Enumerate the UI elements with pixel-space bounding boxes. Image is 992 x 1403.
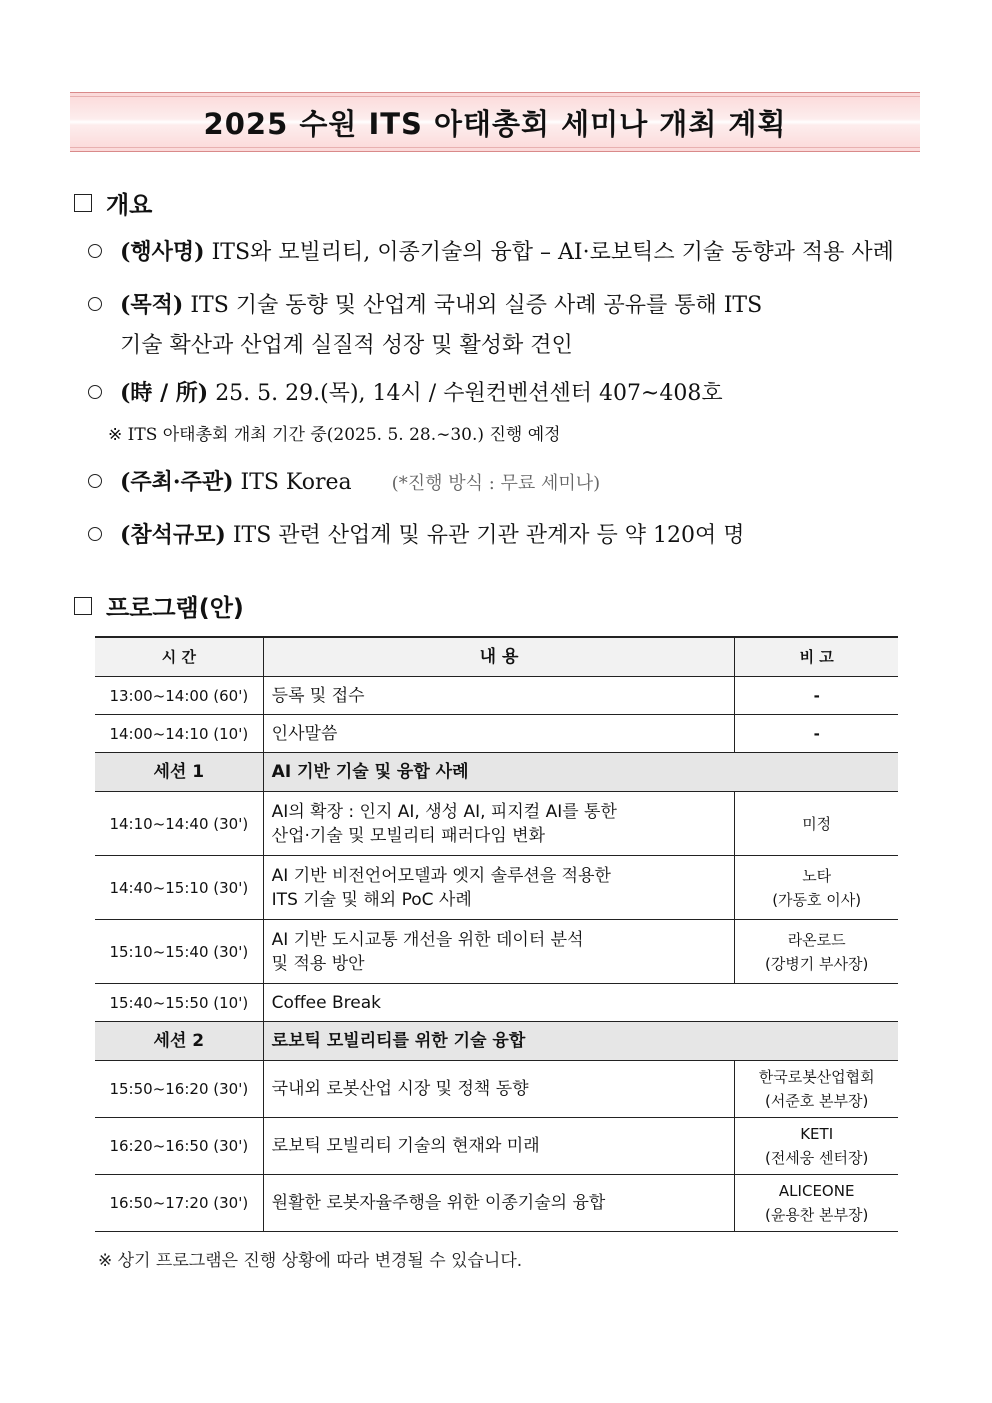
row-desc: 국내외 로봇산업 시장 및 정책 동향 bbox=[263, 1061, 735, 1118]
page-title: 2025 수원 ITS 아태총회 세미나 개최 계획 bbox=[203, 106, 787, 141]
session-row bbox=[95, 753, 898, 792]
overview-attendance bbox=[88, 515, 744, 556]
row-note bbox=[735, 920, 898, 984]
attend-label: (참석규모) bbox=[120, 522, 226, 548]
event-label: (행사명) bbox=[120, 239, 205, 265]
row-time: 14:40~15:10 (30') bbox=[95, 856, 263, 920]
speaker-org: 노타 bbox=[802, 866, 832, 885]
speaker-org: ALICEONE bbox=[778, 1182, 855, 1200]
host-note: (*진행 방식 : 무료 세미나) bbox=[391, 473, 601, 494]
section-overview-heading bbox=[74, 185, 152, 220]
host-label: (주최·주관) bbox=[120, 469, 234, 495]
section-program-heading bbox=[74, 588, 244, 623]
when-note: ※ ITS 아태총회 개최 기간 중(2025. 5. 28.∼30.) 진행 예정 bbox=[108, 425, 561, 445]
header-content: 내 용 bbox=[263, 637, 735, 677]
speaker-name: (강병기 부사장) bbox=[764, 954, 869, 973]
purpose-text-line1: ITS 기술 동향 및 산업계 국내외 실증 사례 공유를 통해 ITS bbox=[190, 293, 763, 318]
row-time: 16:20~16:50 (30') bbox=[95, 1118, 263, 1175]
speaker-org: 한국로봇산업협회 bbox=[758, 1068, 875, 1086]
row-time: 13:00~14:00 (60') bbox=[95, 677, 263, 715]
circle-bullet-icon bbox=[88, 385, 102, 399]
row-desc: 인사말씀 bbox=[263, 715, 735, 753]
table-row bbox=[95, 1118, 898, 1175]
row-time: 15:50~16:20 (30') bbox=[95, 1061, 263, 1118]
row-desc: Coffee Break bbox=[263, 984, 898, 1022]
row-desc: 로보틱 모빌리티 기술의 현재와 미래 bbox=[263, 1118, 735, 1175]
table-row bbox=[95, 920, 898, 984]
row-time: 14:00~14:10 (10') bbox=[95, 715, 263, 753]
row-desc bbox=[263, 856, 735, 920]
speaker-name: (전세웅 센터장) bbox=[764, 1149, 869, 1167]
row-desc-line1: AI 기반 도시교통 개선을 위한 데이터 분석 bbox=[271, 929, 584, 950]
row-note: - bbox=[735, 715, 898, 753]
row-note bbox=[735, 1118, 898, 1175]
table-row bbox=[95, 1175, 898, 1232]
table-row bbox=[95, 856, 898, 920]
row-note bbox=[735, 1061, 898, 1118]
circle-bullet-icon bbox=[88, 297, 102, 311]
when-label: (時 / 所) bbox=[120, 380, 209, 406]
row-time: 15:40~15:50 (10') bbox=[95, 984, 263, 1022]
overview-event bbox=[88, 232, 894, 273]
row-time: 16:50~17:20 (30') bbox=[95, 1175, 263, 1232]
circle-bullet-icon bbox=[88, 474, 102, 488]
table-row bbox=[95, 1061, 898, 1118]
row-desc-line2: 및 적용 방안 bbox=[271, 953, 365, 974]
table-row bbox=[95, 984, 898, 1022]
session-label: 세션 2 bbox=[95, 1022, 263, 1061]
speaker-name: (가동호 이사) bbox=[772, 890, 862, 909]
overview-when bbox=[88, 373, 723, 414]
row-time: 14:10~14:40 (30') bbox=[95, 792, 263, 856]
row-note: 미정 bbox=[735, 792, 898, 856]
row-note: - bbox=[735, 677, 898, 715]
table-row bbox=[95, 715, 898, 753]
session-label: 세션 1 bbox=[95, 753, 263, 792]
row-time: 15:10~15:40 (30') bbox=[95, 920, 263, 984]
section-program-label: 프로그램(안) bbox=[106, 594, 244, 622]
row-desc bbox=[263, 920, 735, 984]
row-desc-line2: ITS 기술 및 해외 PoC 사례 bbox=[271, 889, 472, 910]
row-desc: 등록 및 접수 bbox=[263, 677, 735, 715]
session-row bbox=[95, 1022, 898, 1061]
checkbox-square-icon bbox=[74, 194, 92, 212]
header-time: 시 간 bbox=[95, 637, 263, 677]
host-text: ITS Korea bbox=[240, 470, 352, 495]
row-desc bbox=[263, 792, 735, 856]
row-note bbox=[735, 1175, 898, 1232]
row-desc: 원활한 로봇자율주행을 위한 이종기술의 융합 bbox=[263, 1175, 735, 1232]
event-text: ITS와 모빌리티, 이종기술의 융합 – AI·로보틱스 기술 동향과 적용 사례 bbox=[211, 240, 894, 265]
overview-host bbox=[88, 462, 600, 504]
row-desc-line2: 산업·기술 및 모빌리티 패러다임 변화 bbox=[271, 825, 546, 846]
when-text: 25. 5. 29.(목), 14시 / 수원컨벤션센터 407~408호 bbox=[215, 381, 723, 406]
table-row bbox=[95, 677, 898, 715]
program-footnote: ※ 상기 프로그램은 진행 상황에 따라 변경될 수 있습니다. bbox=[98, 1251, 523, 1271]
session-title: 로보틱 모빌리티를 위한 기술 융합 bbox=[263, 1022, 898, 1061]
row-note bbox=[735, 856, 898, 920]
table-header-row bbox=[95, 637, 898, 677]
row-desc-line1: AI의 확장 : 인지 AI, 생성 AI, 피지컬 AI를 통한 bbox=[271, 801, 617, 822]
title-banner bbox=[70, 92, 920, 152]
circle-bullet-icon bbox=[88, 244, 102, 258]
row-desc-line1: AI 기반 비전언어모델과 엣지 솔루션을 적용한 bbox=[271, 865, 611, 886]
section-overview-label: 개요 bbox=[106, 191, 153, 219]
purpose-label: (목적) bbox=[120, 292, 184, 318]
circle-bullet-icon bbox=[88, 527, 102, 541]
header-note: 비 고 bbox=[735, 637, 898, 677]
purpose-text-line2: 기술 확산과 산업계 실질적 성장 및 활성화 견인 bbox=[120, 333, 573, 358]
program-table bbox=[95, 636, 898, 1232]
speaker-name: (서준호 본부장) bbox=[764, 1092, 869, 1110]
speaker-org: KETI bbox=[800, 1125, 834, 1143]
session-title: AI 기반 기술 및 융합 사례 bbox=[263, 753, 898, 792]
attend-text: ITS 관련 산업계 및 유관 기관 관계자 등 약 120여 명 bbox=[232, 523, 745, 548]
checkbox-square-icon bbox=[74, 597, 92, 615]
overview-purpose bbox=[88, 285, 762, 366]
speaker-name: (윤용찬 본부장) bbox=[764, 1206, 869, 1224]
speaker-org: 라온로드 bbox=[787, 930, 846, 949]
table-row bbox=[95, 792, 898, 856]
